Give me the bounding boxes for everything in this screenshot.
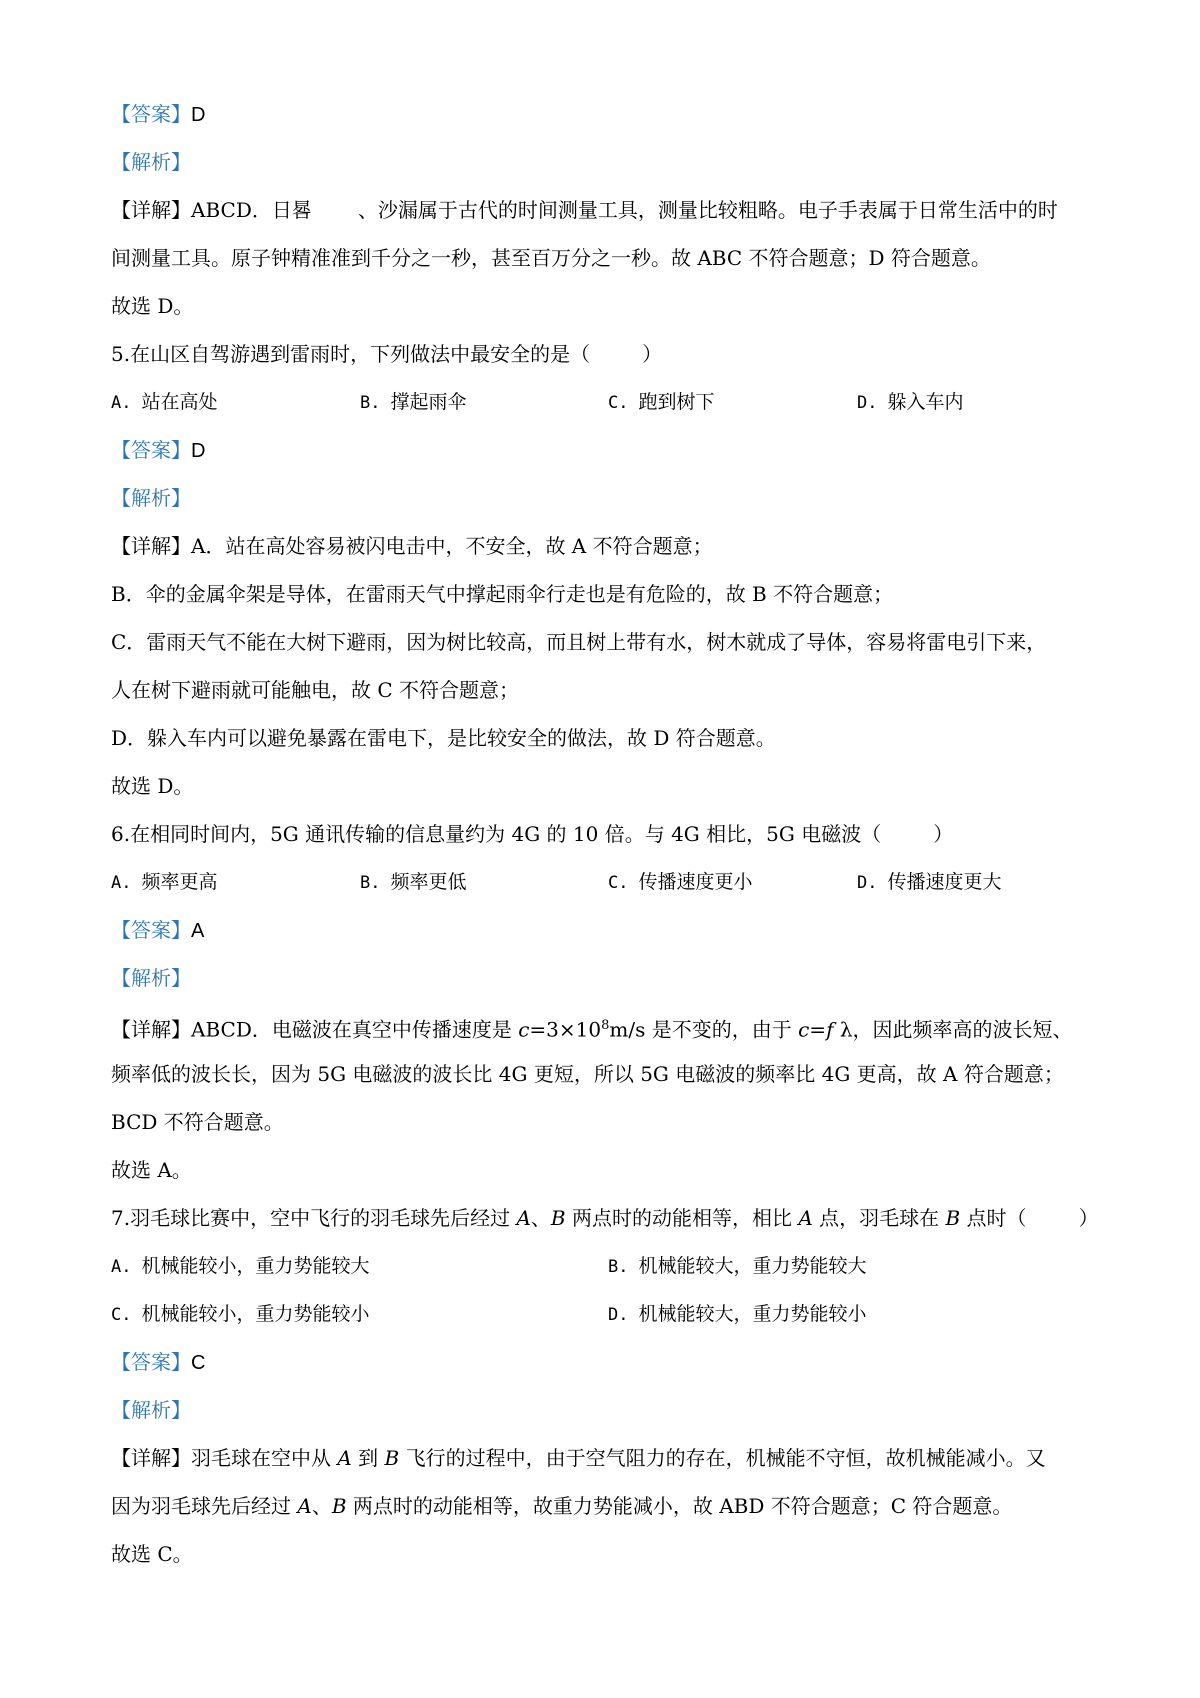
q5-analysis-label: 【解析】 [111, 486, 191, 510]
q6-option-b: B. 频率更低 [360, 871, 467, 893]
q6-answer-line: 【答案】A [111, 918, 205, 942]
q7-option-c: C. 机械能较小，重力势能较小 [111, 1303, 370, 1325]
q6-detail-line-2: 频率低的波长长，因为 5G 电磁波的波长比 4G 更短，所以 5G 电磁波的频率比 4G 更高，故 A 符合题意； [111, 1062, 1064, 1086]
q7-answer-line: 【答案】C [111, 1350, 206, 1374]
q6-stem: 6.在相同时间内，5G 通讯传输的信息量约为 4G 的 10 倍。与 4G 相比，5G 电磁波（ ） [111, 822, 954, 846]
answer-label: 【答案】 [111, 102, 191, 126]
q5-detail-line-d: D．躲入车内可以避免暴露在雷电下，是比较安全的做法，故 D 符合题意。 [111, 726, 776, 750]
q5-answer: D [191, 440, 206, 462]
q5-option-b: B. 撑起雨伞 [360, 391, 467, 413]
q6-analysis-label: 【解析】 [111, 966, 191, 990]
q5-answer-line: 【答案】D [111, 438, 206, 462]
q6-detail-line-1: 【详解】ABCD．电磁波在真空中传播速度是 $c=3\times 10^8m/s$ 是不变的，由于 c=f λ，因此频率高的波长短、 [111, 1017, 1073, 1042]
q5-detail-line-1: 【详解】A．站在高处容易被闪电击中，不安全，故 A 不符合题意； [111, 534, 713, 558]
q7-conclusion: 故选 C。 [111, 1542, 193, 1566]
q7-option-b: B. 机械能较大，重力势能较大 [608, 1255, 867, 1277]
q5-stem: 5.在山区自驾游遇到雷雨时，下列做法中最安全的是（ ） [111, 342, 663, 366]
q6-answer: A [191, 920, 205, 942]
q4-conclusion: 故选 D。 [111, 294, 194, 318]
q7-detail-line-1: 【详解】羽毛球在空中从 A 到 B 飞行的过程中，由于空气阻力的存在，机械能不守恒，故机械能减小。又 [111, 1446, 1046, 1470]
q6-option-c: C. 传播速度更小 [608, 871, 753, 893]
q4-answer: D [191, 104, 206, 126]
q6-conclusion: 故选 A。 [111, 1158, 192, 1182]
q7-detail-line-2: 因为羽毛球先后经过 A、B 两点时的动能相等，故重力势能减小，故 ABD 不符合题意；C 符合题意。 [111, 1494, 1013, 1518]
q6-option-a: A. 频率更高 [111, 871, 218, 893]
q7-answer: C [191, 1352, 206, 1374]
q7-stem: 7.羽毛球比赛中，空中飞行的羽毛球先后经过 A、B 两点时的动能相等，相比 A 点，羽毛球在 B 点时（ ） [111, 1206, 1099, 1230]
q4-answer-line [111, 100, 1101, 129]
q7-analysis-label: 【解析】 [111, 1398, 191, 1422]
exponent: 8 [601, 1018, 610, 1033]
q5-conclusion: 故选 D。 [111, 774, 194, 798]
q5-option-d: D. 躲入车内 [857, 391, 964, 413]
detail-label: 【详解】 [111, 198, 191, 222]
q7-option-a: A. 机械能较小，重力势能较大 [111, 1255, 370, 1277]
q4-detail-line-2: 间测量工具。原子钟精准准到千分之一秒，甚至百万分之一秒。故 ABC 不符合题意；D 符合题意。 [111, 246, 991, 270]
q5-detail-line-c1: C．雷雨天气不能在大树下避雨，因为树比较高，而且树上带有水，树木就成了导体，容易将雷电引下来， [111, 630, 1047, 654]
q5-option-a: A. 站在高处 [111, 391, 218, 413]
q6-option-d: D. 传播速度更大 [857, 871, 1002, 893]
q4-detail-line-1: 【详解】ABCD．日晷 、沙漏属于古代的时间测量工具，测量比较粗略。电子手表属于日常生活中的时 [111, 198, 1058, 222]
q4-analysis-label: 【解析】 [111, 150, 191, 174]
q7-option-d: D. 机械能较大，重力势能较小 [608, 1303, 867, 1325]
q6-detail-line-3: BCD 不符合题意。 [111, 1110, 284, 1134]
q5-detail-line-c2: 人在树下避雨就可能触电，故 C 不符合题意； [111, 678, 520, 702]
q5-detail-line-b: B．伞的金属伞架是导体，在雷雨天气中撑起雨伞行走也是有危险的，故 B 不符合题意； [111, 582, 894, 606]
q5-option-c: C. 跑到树下 [608, 391, 715, 413]
